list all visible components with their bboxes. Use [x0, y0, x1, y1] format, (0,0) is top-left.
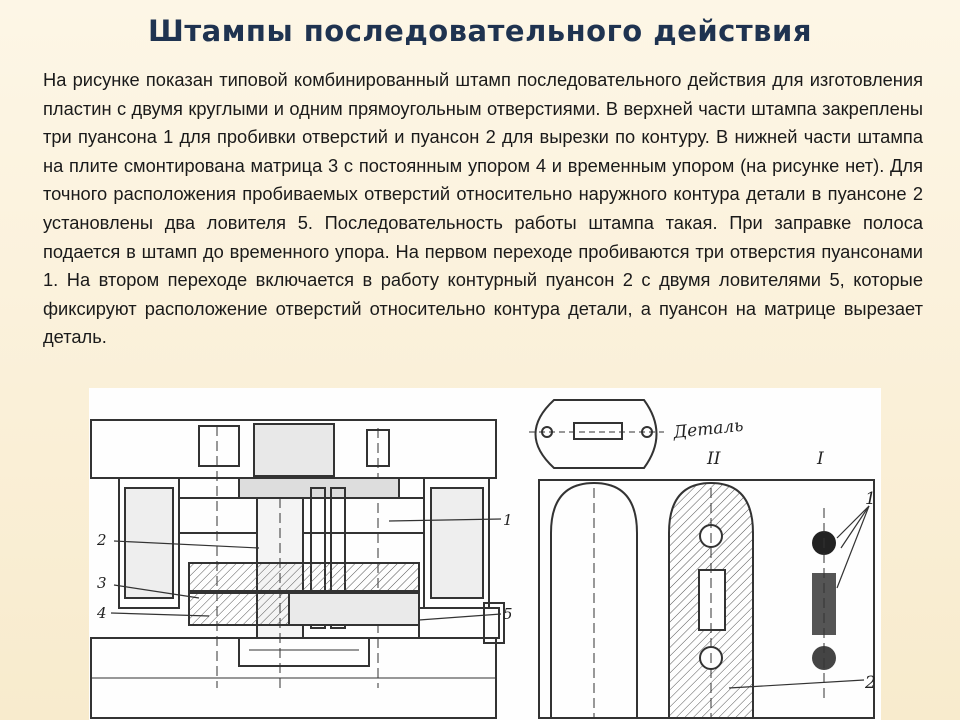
page-title: Штампы последовательного действия	[148, 14, 812, 48]
part-outline	[529, 400, 664, 468]
label-1-strip: 1	[865, 489, 876, 509]
part-caption: Деталь	[672, 415, 745, 443]
die-drawing-figure	[89, 388, 881, 720]
die-section	[91, 420, 504, 718]
label-5-section: 5	[503, 605, 513, 623]
label-1-section: 1	[503, 511, 513, 529]
step-1-label: I	[817, 449, 824, 469]
description-paragraph: На рисунке показан типовой комбинированный штамп последовательного действия для изготовления пластин с двумя круглыми и одним прямоугольным отверстиями. В верхней части штампа закреплены три пуансона 1 для пробивки отверстий и пуансон 2 для вырезки по контуру. В нижней части штампа на плите смонтирована матрица 3 с постоянным упором 4 и временным упором (на рисунке нет). Для точного расположения пробиваемых отверстий относительно наружного контура детали в пуансоне 2 установлены два ловителя 5. Последовательность работы штампа такая. При заправке полоса подается в штамп до временного упора. На первом переходе пробиваются три отверстия пуансонами 1. На втором переходе включается в работу контурный пуансон 2 с двумя ловителями 5, которые фиксируют расположение отверстий относительно контура детали, а пуансон на матрице вырезает деталь.	[43, 69, 923, 348]
step-2-label: II	[707, 449, 721, 469]
label-3-section: 3	[97, 574, 107, 592]
label-2-section: 2	[97, 531, 107, 549]
die-drawing	[89, 388, 881, 720]
die-matrix	[189, 593, 289, 625]
label-4-section: 4	[97, 604, 107, 622]
label-2-strip: 2	[865, 673, 876, 693]
